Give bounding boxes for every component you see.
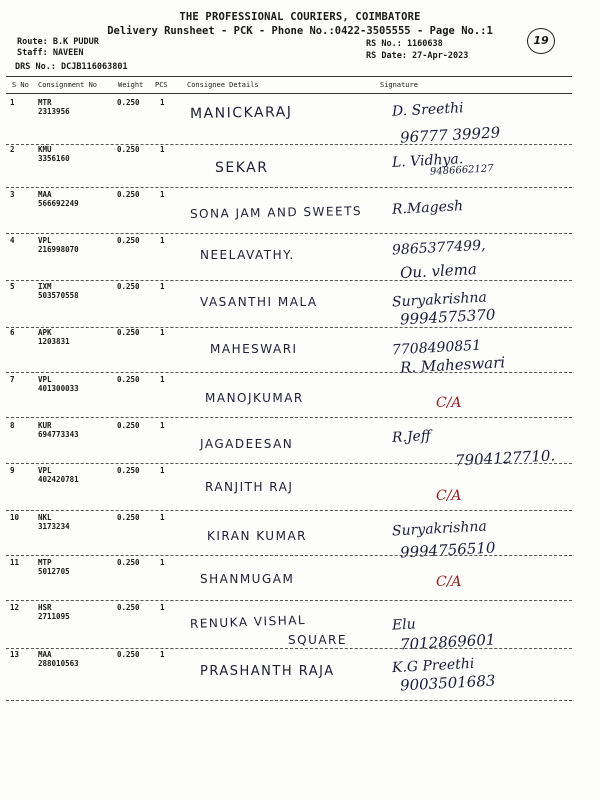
row-pcs: 1 bbox=[160, 282, 165, 291]
row-sno: 4 bbox=[10, 236, 15, 245]
row-sno: 7 bbox=[10, 375, 15, 384]
route-label: Route: B.K PUDUR bbox=[17, 37, 99, 47]
row-consignment-no: KMU 3356160 bbox=[38, 145, 70, 163]
row-consignment-no: VPL 216998070 bbox=[38, 236, 79, 254]
row-consignee-name: MANOJKUMAR bbox=[205, 391, 304, 405]
row-sno: 12 bbox=[10, 603, 20, 612]
runsheet-subtitle: Delivery Runsheet - PCK - Phone No.:0422-3505555 - Page No.:1 bbox=[107, 25, 493, 37]
row-sno: 5 bbox=[10, 282, 15, 291]
row-consignment-no: MAA 288010563 bbox=[38, 650, 79, 668]
row-signature-phone: 9994575370 bbox=[399, 305, 496, 329]
header-rule-top bbox=[6, 76, 572, 77]
row-consignee-name: RANJITH RAJ bbox=[205, 480, 294, 494]
row-separator bbox=[6, 510, 572, 511]
row-signature-phone: 9994756510 bbox=[399, 538, 496, 562]
row-sno: 6 bbox=[10, 328, 15, 337]
row-separator bbox=[6, 280, 572, 281]
row-cash-on-arrival-mark: C/A bbox=[436, 574, 462, 590]
staff-label: Staff: NAVEEN bbox=[17, 48, 84, 58]
row-signature: Suryakrishna bbox=[391, 518, 488, 540]
row-pcs: 1 bbox=[160, 513, 165, 522]
row-separator bbox=[6, 327, 572, 328]
row-sno: 2 bbox=[10, 145, 15, 154]
row-pcs: 1 bbox=[160, 650, 165, 659]
row-consignee-name: VASANTHI MALA bbox=[200, 295, 318, 309]
row-separator bbox=[6, 600, 572, 601]
row-weight: 0.250 bbox=[117, 236, 140, 245]
row-consignee-name: SHANMUGAM bbox=[200, 572, 295, 586]
row-consignment-no: VPL 402420781 bbox=[38, 466, 79, 484]
row-weight: 0.250 bbox=[117, 190, 140, 199]
row-weight: 0.250 bbox=[117, 328, 140, 337]
row-signature: Elu bbox=[391, 616, 417, 634]
row-weight: 0.250 bbox=[117, 421, 140, 430]
row-sno: 11 bbox=[10, 558, 20, 567]
row-weight: 0.250 bbox=[117, 466, 140, 475]
row-sno: 9 bbox=[10, 466, 15, 475]
row-cash-on-arrival-mark: C/A bbox=[436, 488, 462, 504]
row-consignment-no: NKL 3173234 bbox=[38, 513, 70, 531]
row-signature: 7708490851 bbox=[391, 337, 482, 359]
row-weight: 0.250 bbox=[117, 145, 140, 154]
handwritten-page-number: 19 bbox=[527, 28, 555, 54]
row-sno: 8 bbox=[10, 421, 15, 430]
row-pcs: 1 bbox=[160, 603, 165, 612]
row-cash-on-arrival-mark: C/A bbox=[436, 395, 462, 411]
row-signature-phone: Ou. vlema bbox=[399, 260, 478, 282]
row-sno: 3 bbox=[10, 190, 15, 199]
row-consignee-name: NEELAVATHY. bbox=[200, 248, 295, 262]
row-consignment-no: APK 1203831 bbox=[38, 328, 70, 346]
col-header-pcs: PCS bbox=[155, 81, 168, 89]
row-consignment-no: MAA 566692249 bbox=[38, 190, 79, 208]
row-consignment-no: IXM 503570558 bbox=[38, 282, 79, 300]
row-sno: 10 bbox=[10, 513, 20, 522]
rs-number: RS No.: 1160638 bbox=[366, 39, 443, 49]
row-separator bbox=[6, 233, 572, 234]
col-header-signature: Signature bbox=[380, 81, 418, 89]
col-header-consignment: Consignment No bbox=[38, 81, 98, 89]
row-consignee-name: SONA JAM AND SWEETS bbox=[189, 203, 363, 221]
row-separator bbox=[6, 648, 572, 649]
col-header-weight: Weight bbox=[118, 81, 144, 89]
row-consignee-name: JAGADEESAN bbox=[200, 437, 294, 451]
row-sno: 1 bbox=[10, 98, 15, 107]
row-pcs: 1 bbox=[160, 375, 165, 384]
row-pcs: 1 bbox=[160, 145, 165, 154]
row-sno: 13 bbox=[10, 650, 20, 659]
row-signature: K.G Preethi bbox=[391, 655, 475, 677]
row-consignment-no: KUR 694773343 bbox=[38, 421, 79, 439]
row-consignment-no: MTR 2313956 bbox=[38, 98, 70, 116]
row-separator bbox=[6, 700, 572, 701]
row-consignment-no: HSR 2711095 bbox=[38, 603, 70, 621]
row-consignee-name-line2: SQUARE bbox=[288, 633, 347, 647]
row-consignment-no: VPL 401300033 bbox=[38, 375, 79, 393]
row-pcs: 1 bbox=[160, 98, 165, 107]
row-pcs: 1 bbox=[160, 190, 165, 199]
row-pcs: 1 bbox=[160, 558, 165, 567]
header-rule-bottom bbox=[6, 93, 572, 94]
col-header-consignee: Consignee Details bbox=[187, 81, 259, 89]
row-signature-phone: 7012869601 bbox=[399, 630, 496, 654]
row-separator bbox=[6, 144, 572, 145]
row-pcs: 1 bbox=[160, 236, 165, 245]
row-consignee-name: KIRAN KUMAR bbox=[207, 529, 307, 543]
row-consignee-name: PRASHANTH RAJA bbox=[200, 664, 335, 679]
row-weight: 0.250 bbox=[117, 650, 140, 659]
rs-date: RS Date: 27-Apr-2023 bbox=[366, 51, 469, 61]
row-consignee-name: RENUKA VISHAL bbox=[189, 612, 307, 631]
row-separator bbox=[6, 417, 572, 418]
row-signature: Suryakrishna bbox=[391, 289, 488, 311]
row-consignee-name: SEKAR bbox=[215, 160, 269, 176]
row-consignee-name: MANICKARAJ bbox=[189, 104, 293, 122]
row-signature-phone: 9003501683 bbox=[399, 671, 496, 695]
row-weight: 0.250 bbox=[117, 282, 140, 291]
drs-number: DRS No.: DCJB116063801 bbox=[15, 62, 128, 72]
row-signature: 9865377499, bbox=[391, 237, 486, 259]
col-header-sno: S No bbox=[12, 81, 29, 89]
row-signature-phone: 9486662127 bbox=[429, 163, 494, 178]
row-separator bbox=[6, 463, 572, 464]
row-signature: R.Magesh bbox=[391, 198, 464, 218]
row-signature: D. Sreethi bbox=[391, 100, 464, 120]
row-signature-phone: 96777 39929 bbox=[399, 123, 501, 147]
row-signature: L. Vidhya. bbox=[391, 151, 464, 171]
row-weight: 0.250 bbox=[117, 513, 140, 522]
row-weight: 0.250 bbox=[117, 98, 140, 107]
row-pcs: 1 bbox=[160, 466, 165, 475]
row-signature-phone: R. Maheswari bbox=[399, 353, 506, 377]
row-signature-phone: 7904127710. bbox=[454, 446, 556, 470]
row-separator bbox=[6, 187, 572, 188]
company-title: THE PROFESSIONAL COURIERS, COIMBATORE bbox=[179, 11, 421, 23]
row-separator bbox=[6, 372, 572, 373]
row-signature: R.Jeff bbox=[391, 427, 432, 447]
row-weight: 0.250 bbox=[117, 603, 140, 612]
row-consignment-no: MTP 5012705 bbox=[38, 558, 70, 576]
row-pcs: 1 bbox=[160, 421, 165, 430]
row-consignee-name: MAHESWARI bbox=[210, 342, 298, 356]
row-separator bbox=[6, 555, 572, 556]
row-weight: 0.250 bbox=[117, 558, 140, 567]
row-weight: 0.250 bbox=[117, 375, 140, 384]
row-pcs: 1 bbox=[160, 328, 165, 337]
